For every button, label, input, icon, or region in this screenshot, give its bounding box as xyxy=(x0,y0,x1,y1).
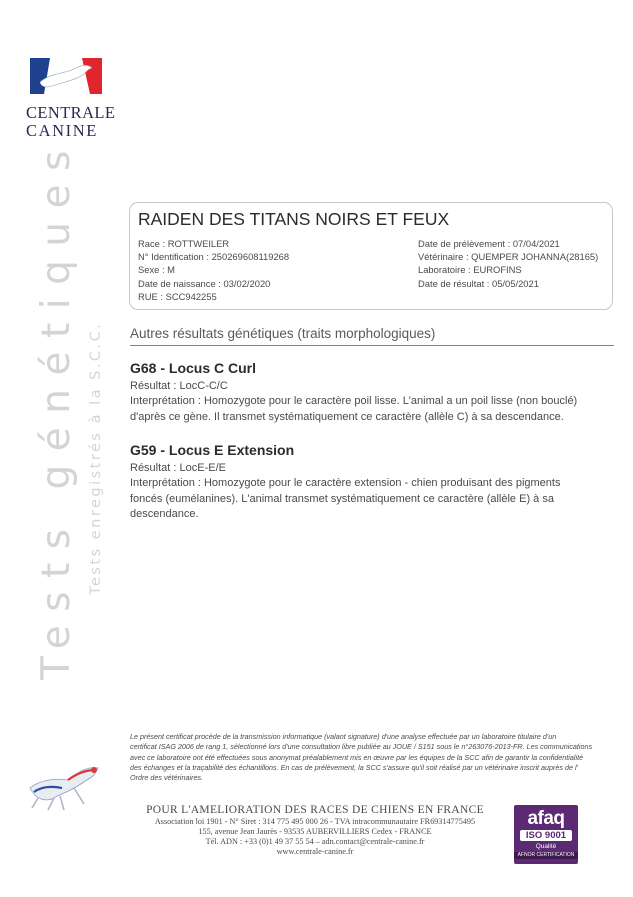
dog-flag-icon xyxy=(26,52,106,100)
legal-note-line: avec ce laboratoire ont été effectuées sous anonymat préalablement mis en œuvre par les équipes de la SCC afin de garantir la confidentialité xyxy=(130,752,584,762)
test-interpretation-line: foncés (eumélanines). L'animal transmet systématiquement ce caractère (allèle E) à sa xyxy=(130,492,554,505)
field-rue: RUE : SCC942255 xyxy=(138,290,217,302)
field-sex: Sexe : M xyxy=(138,264,175,276)
field-birth-date: Date de naissance : 03/02/2020 xyxy=(138,277,271,289)
afaq-quality: Qualité xyxy=(535,843,557,850)
field-result-date: Date de résultat : 05/05/2021 xyxy=(418,277,539,289)
legal-note-line: certificat ISAG 2006 de rang 1, sélectionné lors d'une consultation libre publiée au JOUE / S151 sous le n°263076-2013-FR. Les communications xyxy=(130,742,593,752)
test-title: G68 - Locus C Curl xyxy=(130,360,257,376)
test-title: G59 - Locus E Extension xyxy=(130,442,295,458)
address-line: Tél. ADN : +33 (0)1 49 37 55 54 – adn.contact@centrale-canine.fr xyxy=(205,837,425,846)
field-laboratory: Laboratoire : EUROFINS xyxy=(418,264,522,276)
dog-details-right xyxy=(418,237,598,290)
test-result: Résultat : LocE-E/E xyxy=(130,462,226,474)
test-interpretation-line: descendance. xyxy=(130,508,199,521)
afaq-iso-badge xyxy=(514,805,578,864)
address-line: 155, avenue Jean Jaurès - 93535 AUBERVILLIERS Cedex - FRANCE xyxy=(198,827,432,836)
test-interpretation-line: Interprétation : Homozygote pour le caractère poil lisse. L'animal a un poil lisse (non bouclé) xyxy=(130,395,578,408)
legal-note-line: Ordre des vétérinaires. xyxy=(130,773,204,783)
test-interpretation-line: d'après ce gène. Il transmet systématiquement ce caractère (allèle C) à sa descendance. xyxy=(130,410,564,423)
sidebar-subtitle: Tests enregistrés à la S.C.C. xyxy=(88,321,104,595)
centrale-canine-logo xyxy=(26,52,121,140)
dog-name: RAIDEN DES TITANS NOIRS ET FEUX xyxy=(138,209,450,229)
sidebar-title: Tests génétiques xyxy=(34,137,79,680)
field-race: Race : ROTTWEILER xyxy=(138,238,230,249)
afaq-word: afaq xyxy=(527,808,565,829)
address-block xyxy=(130,804,500,857)
legal-note-line: des échanges et la traçabilité des échantillons. En cas de prélèvement, la SCC s'assure qu'il soit réalisé par un vétérinaire inscrit auprès de l' xyxy=(130,762,578,772)
field-veterinarian: Vétérinaire : QUEMPER JOHANNA(28165) xyxy=(418,251,599,263)
test-interpretation-line: Interprétation : Homozygote pour le caractère extension - chien produisant des pigments xyxy=(130,477,561,490)
test-result: Résultat : LocC-C/C xyxy=(130,380,228,392)
address-line: Association loi 1901 - N° Siret : 314 775 495 000 26 - TVA intracommunautaire FR69314775495 xyxy=(154,817,476,826)
field-sample-date: Date de prélèvement : 07/04/2021 xyxy=(418,238,560,249)
afaq-certification: AFNOR CERTIFICATION xyxy=(514,852,578,859)
afaq-iso: ISO 9001 xyxy=(520,830,572,841)
legal-note-line: Le présent certificat procède de la transmission informatique (valant signature) d'une analyse effectuée par un laboratoire titulaire d'un xyxy=(130,732,557,741)
address-line: www.centrale-canine.fr xyxy=(276,847,354,856)
test-block-g59 xyxy=(130,441,614,523)
dog-illustration-icon xyxy=(24,758,110,819)
section-divider xyxy=(130,345,614,346)
field-identification: N° Identification : 250269608119268 xyxy=(138,251,290,263)
brand-line-2: CANINE xyxy=(26,121,98,140)
test-block-g68 xyxy=(130,359,614,425)
section-title: Autres résultats génétiques (traits morphologiques) xyxy=(130,326,436,341)
dog-details-left xyxy=(138,237,289,303)
dog-info-card xyxy=(129,202,613,310)
brand-line-1: CENTRALE xyxy=(26,103,116,122)
legal-note xyxy=(130,732,615,783)
address-slogan: POUR L'AMELIORATION DES RACES DE CHIENS EN FRANCE xyxy=(146,804,484,816)
